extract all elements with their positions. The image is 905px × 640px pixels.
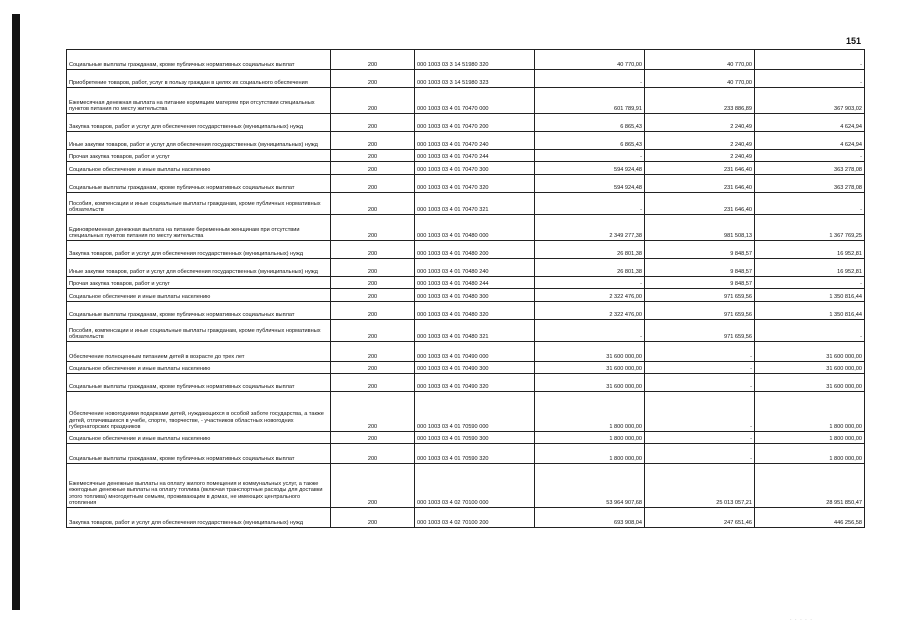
- scan-edge-shadow: [12, 14, 20, 610]
- row-line-code: 200: [331, 193, 415, 215]
- table-row: [67, 362, 865, 374]
- row-budget-classification-code: 000 1003 03 4 02 70100 200: [415, 508, 535, 528]
- row-approved-amount: 601 789,91: [535, 88, 645, 114]
- row-description: Социальные выплаты гражданам, кроме публичных нормативных социальных выплат: [67, 50, 331, 70]
- row-budget-classification-code: 000 1003 03 4 01 70480 244: [415, 277, 535, 289]
- row-budget-classification-code: 000 1003 03 4 01 70490 300: [415, 362, 535, 374]
- row-unexecuted-amount: 31 600 000,00: [755, 374, 865, 392]
- row-unexecuted-amount: 1 367 769,25: [755, 215, 865, 241]
- table-row: [67, 193, 865, 215]
- row-executed-amount: 231 646,40: [645, 162, 755, 175]
- row-approved-amount: -: [535, 150, 645, 162]
- row-executed-amount: 971 659,56: [645, 289, 755, 302]
- row-unexecuted-amount: 28 951 850,47: [755, 464, 865, 508]
- row-approved-amount: 594 924,48: [535, 162, 645, 175]
- row-line-code: 200: [331, 362, 415, 374]
- table-row: [67, 289, 865, 302]
- row-approved-amount: 1 800 000,00: [535, 444, 645, 464]
- row-description: Закупка товаров, работ и услуг для обеспечения государственных (муниципальных) нужд: [67, 114, 331, 132]
- row-approved-amount: 26 801,38: [535, 259, 645, 277]
- row-description: Ежемесячная денежная выплата на питание кормящим матерям при отсутствии специальных пунктов питания по месту жительства: [67, 88, 331, 114]
- row-executed-amount: 9 848,57: [645, 241, 755, 259]
- budget-execution-table: [66, 49, 865, 528]
- row-executed-amount: 981 508,13: [645, 215, 755, 241]
- row-approved-amount: 53 964 907,68: [535, 464, 645, 508]
- row-executed-amount: -: [645, 432, 755, 444]
- row-description: Закупка товаров, работ и услуг для обеспечения государственных (муниципальных) нужд: [67, 508, 331, 528]
- row-approved-amount: 2 349 277,38: [535, 215, 645, 241]
- row-description: Прочая закупка товаров, работ и услуг: [67, 150, 331, 162]
- row-approved-amount: 31 600 000,00: [535, 342, 645, 362]
- table-row: [67, 277, 865, 289]
- row-line-code: 200: [331, 150, 415, 162]
- row-approved-amount: 6 865,43: [535, 132, 645, 150]
- row-line-code: 200: [331, 259, 415, 277]
- row-unexecuted-amount: 363 278,08: [755, 162, 865, 175]
- table-row: [67, 374, 865, 392]
- row-unexecuted-amount: 31 600 000,00: [755, 342, 865, 362]
- row-approved-amount: 6 865,43: [535, 114, 645, 132]
- row-line-code: 200: [331, 508, 415, 528]
- row-unexecuted-amount: 16 952,81: [755, 241, 865, 259]
- row-executed-amount: 971 659,56: [645, 320, 755, 342]
- row-approved-amount: 594 924,48: [535, 175, 645, 193]
- row-description: Прочая закупка товаров, работ и услуг: [67, 277, 331, 289]
- row-unexecuted-amount: 1 800 000,00: [755, 392, 865, 432]
- table-row: [67, 342, 865, 362]
- table-row: [67, 88, 865, 114]
- row-description: Социальное обеспечение и иные выплаты населению: [67, 289, 331, 302]
- row-description: Социальное обеспечение и иные выплаты населению: [67, 432, 331, 444]
- row-executed-amount: -: [645, 362, 755, 374]
- row-line-code: 200: [331, 175, 415, 193]
- table-row: [67, 444, 865, 464]
- row-description: Социальные выплаты гражданам, кроме публичных нормативных социальных выплат: [67, 444, 331, 464]
- row-line-code: 200: [331, 302, 415, 320]
- row-description: Социальные выплаты гражданам, кроме публичных нормативных социальных выплат: [67, 175, 331, 193]
- row-unexecuted-amount: -: [755, 320, 865, 342]
- page-number: 151: [846, 36, 862, 46]
- row-line-code: 200: [331, 320, 415, 342]
- row-unexecuted-amount: 1 800 000,00: [755, 432, 865, 444]
- row-line-code: 200: [331, 374, 415, 392]
- row-approved-amount: 2 322 476,00: [535, 302, 645, 320]
- row-description: Социальное обеспечение и иные выплаты населению: [67, 362, 331, 374]
- table-row: [67, 70, 865, 88]
- row-description: Единовременная денежная выплата на питание беременным женщинам при отсутствии специальных пунктов питания по месту жительства: [67, 215, 331, 241]
- row-line-code: 200: [331, 132, 415, 150]
- row-unexecuted-amount: 1 350 816,44: [755, 302, 865, 320]
- row-budget-classification-code: 000 1003 03 4 01 70470 244: [415, 150, 535, 162]
- table-row: [67, 50, 865, 70]
- row-approved-amount: -: [535, 320, 645, 342]
- row-budget-classification-code: 000 1003 03 4 01 70470 300: [415, 162, 535, 175]
- row-line-code: 200: [331, 464, 415, 508]
- row-description: Иные закупки товаров, работ и услуг для обеспечения государственных (муниципальных) нужд: [67, 132, 331, 150]
- row-budget-classification-code: 000 1003 03 4 01 70480 000: [415, 215, 535, 241]
- row-executed-amount: 25 013 057,21: [645, 464, 755, 508]
- row-unexecuted-amount: 31 600 000,00: [755, 362, 865, 374]
- row-description: Приобретение товаров, работ, услуг в пользу граждан в целях их социального обеспечения: [67, 70, 331, 88]
- row-budget-classification-code: 000 1003 03 4 01 70470 000: [415, 88, 535, 114]
- row-budget-classification-code: 000 1003 03 4 01 70470 320: [415, 175, 535, 193]
- row-line-code: 200: [331, 392, 415, 432]
- row-line-code: 200: [331, 50, 415, 70]
- row-unexecuted-amount: 367 903,02: [755, 88, 865, 114]
- row-approved-amount: 26 801,38: [535, 241, 645, 259]
- table-row: [67, 162, 865, 175]
- row-budget-classification-code: 000 1003 03 4 01 70480 200: [415, 241, 535, 259]
- row-executed-amount: 9 848,57: [645, 277, 755, 289]
- row-description: Обеспечение полноценным питанием детей в возрасте до трех лет: [67, 342, 331, 362]
- row-approved-amount: 1 800 000,00: [535, 432, 645, 444]
- row-executed-amount: 2 240,49: [645, 132, 755, 150]
- table-row: [67, 464, 865, 508]
- row-budget-classification-code: 000 1003 03 4 01 70480 300: [415, 289, 535, 302]
- row-unexecuted-amount: 1 800 000,00: [755, 444, 865, 464]
- row-description: Ежемесячные денежные выплаты на оплату жилого помещения и коммунальных услуг, а также ежегодные денежные выплаты на оплату топлива (включая транспортные расходы для доставки этого топлива) многодетным семьям, проживающим в домах, не имеющих центрального отопления: [67, 464, 331, 508]
- row-description: Обеспечение новогодними подарками детей, нуждающихся в особой заботе государства, а также детей, отличившихся в учебе, спорте, творчестве, - участников областных новогодних губернаторских праздников: [67, 392, 331, 432]
- row-budget-classification-code: 000 1003 03 4 01 70590 000: [415, 392, 535, 432]
- row-line-code: 200: [331, 162, 415, 175]
- table-row: [67, 432, 865, 444]
- table-row: [67, 150, 865, 162]
- row-line-code: 200: [331, 342, 415, 362]
- row-budget-classification-code: 000 1003 03 4 01 70590 320: [415, 444, 535, 464]
- table-row: [67, 175, 865, 193]
- row-line-code: 200: [331, 215, 415, 241]
- row-line-code: 200: [331, 277, 415, 289]
- row-executed-amount: 231 646,40: [645, 193, 755, 215]
- row-unexecuted-amount: 1 350 816,44: [755, 289, 865, 302]
- row-approved-amount: -: [535, 277, 645, 289]
- row-description: Социальные выплаты гражданам, кроме публичных нормативных социальных выплат: [67, 374, 331, 392]
- row-approved-amount: -: [535, 70, 645, 88]
- row-executed-amount: 2 240,49: [645, 114, 755, 132]
- row-approved-amount: 31 600 000,00: [535, 362, 645, 374]
- row-budget-classification-code: 000 1003 03 4 01 70470 200: [415, 114, 535, 132]
- row-unexecuted-amount: 4 624,94: [755, 132, 865, 150]
- scan-artifact: · · · · ·: [790, 617, 813, 623]
- row-budget-classification-code: 000 1003 03 3 14 51980 323: [415, 70, 535, 88]
- table-row: [67, 114, 865, 132]
- row-executed-amount: 40 770,00: [645, 70, 755, 88]
- row-executed-amount: 40 770,00: [645, 50, 755, 70]
- row-unexecuted-amount: -: [755, 277, 865, 289]
- row-description: Пособия, компенсации и иные социальные выплаты гражданам, кроме публичных нормативных обязательств: [67, 193, 331, 215]
- row-budget-classification-code: 000 1003 03 4 01 70590 300: [415, 432, 535, 444]
- row-line-code: 200: [331, 70, 415, 88]
- row-line-code: 200: [331, 289, 415, 302]
- row-description: Закупка товаров, работ и услуг для обеспечения государственных (муниципальных) нужд: [67, 241, 331, 259]
- row-line-code: 200: [331, 241, 415, 259]
- table-row: [67, 259, 865, 277]
- row-budget-classification-code: 000 1003 03 4 01 70470 321: [415, 193, 535, 215]
- row-budget-classification-code: 000 1003 03 4 01 70480 240: [415, 259, 535, 277]
- table-row: [67, 320, 865, 342]
- row-approved-amount: 1 800 000,00: [535, 392, 645, 432]
- row-executed-amount: 233 886,89: [645, 88, 755, 114]
- row-budget-classification-code: 000 1003 03 3 14 51980 320: [415, 50, 535, 70]
- row-executed-amount: 2 240,49: [645, 150, 755, 162]
- row-executed-amount: 971 659,56: [645, 302, 755, 320]
- row-unexecuted-amount: 446 256,58: [755, 508, 865, 528]
- table-row: [67, 302, 865, 320]
- row-description: Социальные выплаты гражданам, кроме публичных нормативных социальных выплат: [67, 302, 331, 320]
- row-unexecuted-amount: 16 952,81: [755, 259, 865, 277]
- row-approved-amount: -: [535, 193, 645, 215]
- row-executed-amount: 231 646,40: [645, 175, 755, 193]
- row-budget-classification-code: 000 1003 03 4 02 70100 000: [415, 464, 535, 508]
- row-executed-amount: -: [645, 444, 755, 464]
- row-executed-amount: -: [645, 374, 755, 392]
- row-approved-amount: 2 322 476,00: [535, 289, 645, 302]
- row-description: Социальное обеспечение и иные выплаты населению: [67, 162, 331, 175]
- row-budget-classification-code: 000 1003 03 4 01 70480 321: [415, 320, 535, 342]
- row-line-code: 200: [331, 114, 415, 132]
- row-budget-classification-code: 000 1003 03 4 01 70470 240: [415, 132, 535, 150]
- row-executed-amount: -: [645, 392, 755, 432]
- table-row: [67, 241, 865, 259]
- row-approved-amount: 693 908,04: [535, 508, 645, 528]
- row-budget-classification-code: 000 1003 03 4 01 70480 320: [415, 302, 535, 320]
- row-approved-amount: 40 770,00: [535, 50, 645, 70]
- row-unexecuted-amount: -: [755, 50, 865, 70]
- table-row: [67, 132, 865, 150]
- row-description: Иные закупки товаров, работ и услуг для обеспечения государственных (муниципальных) нужд: [67, 259, 331, 277]
- row-approved-amount: 31 600 000,00: [535, 374, 645, 392]
- row-description: Пособия, компенсации и иные социальные выплаты гражданам, кроме публичных нормативных обязательств: [67, 320, 331, 342]
- row-unexecuted-amount: -: [755, 150, 865, 162]
- row-line-code: 200: [331, 444, 415, 464]
- table-row: [67, 508, 865, 528]
- table-row: [67, 215, 865, 241]
- row-executed-amount: -: [645, 342, 755, 362]
- row-executed-amount: 247 651,46: [645, 508, 755, 528]
- row-executed-amount: 9 848,57: [645, 259, 755, 277]
- row-unexecuted-amount: -: [755, 193, 865, 215]
- row-unexecuted-amount: -: [755, 70, 865, 88]
- row-budget-classification-code: 000 1003 03 4 01 70490 000: [415, 342, 535, 362]
- row-budget-classification-code: 000 1003 03 4 01 70490 320: [415, 374, 535, 392]
- row-unexecuted-amount: 4 624,94: [755, 114, 865, 132]
- row-unexecuted-amount: 363 278,08: [755, 175, 865, 193]
- table-row: [67, 392, 865, 432]
- row-line-code: 200: [331, 432, 415, 444]
- row-line-code: 200: [331, 88, 415, 114]
